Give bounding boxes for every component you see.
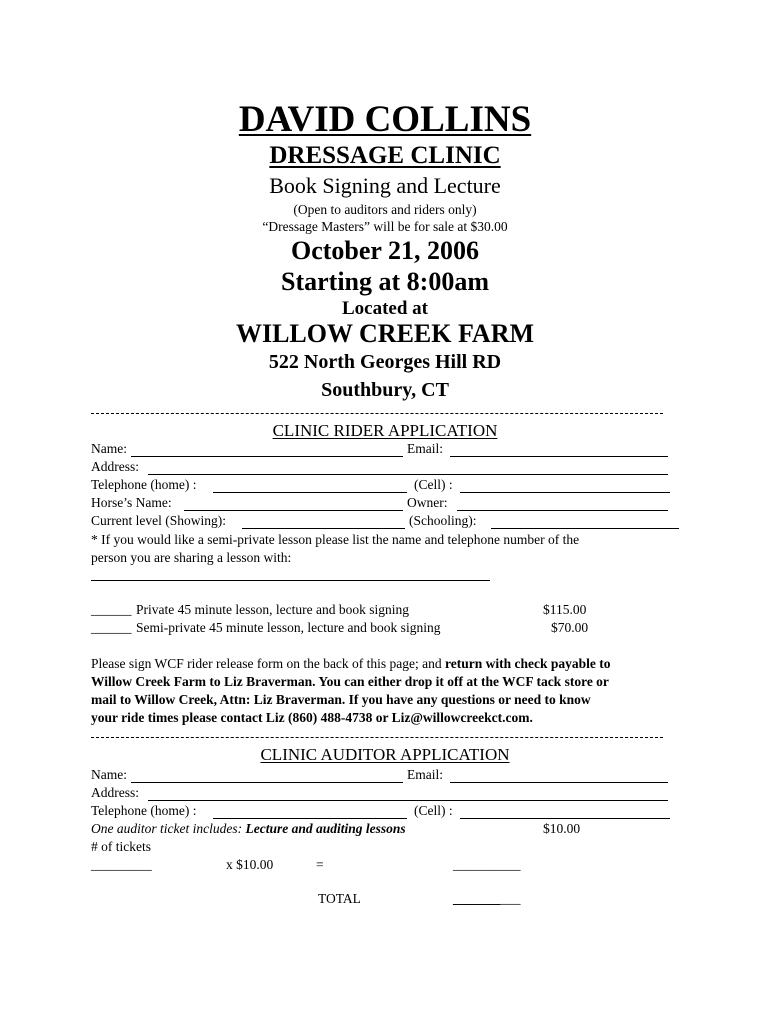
venue-address: 522 North Georges Hill RD xyxy=(268,351,502,373)
semi-private-note: * If you would like a semi-private lesson please list the name and telephone number of the xyxy=(91,532,580,547)
semi-private-note-cont: person you are sharing a lesson with: xyxy=(91,550,292,565)
schooling-label: (Schooling): xyxy=(409,513,477,528)
start-time: Starting at 8:00am xyxy=(281,267,489,296)
semi-private-lesson-label: Semi-private 45 minute lesson, lecture and book signing xyxy=(136,620,441,635)
venue-city: Southbury, CT xyxy=(321,379,449,401)
lesson-partner-field[interactable] xyxy=(91,580,490,581)
rider-address-field[interactable] xyxy=(148,474,668,475)
tickets-count-label: # of tickets xyxy=(91,839,151,854)
horse-name-label: Horse’s Name: xyxy=(91,495,172,510)
instructions-line-1 xyxy=(91,656,611,672)
total-blank[interactable] xyxy=(453,891,521,907)
auditor-name-field[interactable] xyxy=(131,782,403,783)
auditor-email-field[interactable] xyxy=(450,782,668,783)
rider-section-heading: CLINIC RIDER APPLICATION xyxy=(272,421,498,440)
located-at-label: Located at xyxy=(341,298,428,319)
equals-sign: = xyxy=(316,857,324,872)
auditor-cell-field[interactable] xyxy=(460,818,670,819)
semi-private-lesson-price: $70.00 xyxy=(551,620,589,635)
total-label: TOTAL xyxy=(318,891,361,906)
auditor-phone-field[interactable] xyxy=(213,818,407,819)
owner-label: Owner: xyxy=(407,495,448,510)
rider-email-label: Email: xyxy=(407,441,443,456)
current-level-label: Current level (Showing): xyxy=(91,513,226,528)
schooling-level-field[interactable] xyxy=(491,528,679,529)
ticket-price: $10.00 xyxy=(543,821,581,836)
venue-name: WILLOW CREEK FARM xyxy=(235,319,535,348)
divider xyxy=(91,737,663,738)
auditor-email-label: Email: xyxy=(407,767,443,782)
private-lesson-price: $115.00 xyxy=(543,602,587,617)
total-blank-tail: ___ xyxy=(500,891,521,906)
event-date: October 21, 2006 xyxy=(291,236,479,265)
divider xyxy=(91,413,663,414)
auditor-name-label: Name: xyxy=(91,767,127,782)
instructions-line-2: Willow Creek Farm to Liz Braverman. You can either drop it off at the WCF tack store or xyxy=(91,674,609,689)
ticket-subtotal-blank[interactable]: __________ xyxy=(453,857,521,872)
rider-address-label: Address: xyxy=(91,459,139,474)
rider-cell-field[interactable] xyxy=(460,492,670,493)
showing-level-field[interactable] xyxy=(242,528,405,529)
ticket-multiplier: x $10.00 xyxy=(226,857,274,872)
page-title: DAVID COLLINS xyxy=(238,99,532,140)
rider-phone-field[interactable] xyxy=(213,492,407,493)
rider-phone-label: Telephone (home) : xyxy=(91,477,197,492)
audience-note: (Open to auditors and riders only) xyxy=(293,202,477,217)
auditor-section-heading: CLINIC AUDITOR APPLICATION xyxy=(260,745,510,764)
rider-cell-label: (Cell) : xyxy=(414,477,453,492)
auditor-cell-label: (Cell) : xyxy=(414,803,453,818)
tickets-quantity-blank[interactable]: _________ xyxy=(91,857,152,872)
instructions-bold: return with check payable to xyxy=(445,656,611,671)
auditor-address-label: Address: xyxy=(91,785,139,800)
ticket-description xyxy=(91,821,406,837)
ticket-text: One auditor ticket includes: xyxy=(91,821,246,836)
horse-name-field[interactable] xyxy=(184,510,403,511)
auditor-address-field[interactable] xyxy=(148,800,668,801)
ticket-includes: Lecture and auditing lessons xyxy=(245,821,406,836)
semi-private-lesson-blank[interactable]: ______ xyxy=(91,620,132,635)
instructions-line-4: your ride times please contact Liz (860) 488-4738 or Liz@willowcreekct.com. xyxy=(91,710,533,725)
rider-name-field[interactable] xyxy=(131,456,403,457)
instructions-line-3: mail to Willow Creek, Attn: Liz Braverman. If you have any questions or need to know xyxy=(91,692,591,707)
owner-field[interactable] xyxy=(457,510,668,511)
rider-name-label: Name: xyxy=(91,441,127,456)
auditor-phone-label: Telephone (home) : xyxy=(91,803,197,818)
total-blank-bold: _______ xyxy=(453,891,501,906)
private-lesson-blank[interactable]: ______ xyxy=(91,602,132,617)
clinic-title: DRESSAGE CLINIC xyxy=(269,142,501,169)
private-lesson-label: Private 45 minute lesson, lecture and book signing xyxy=(136,602,409,617)
instructions-text: Please sign WCF rider release form on the back of this page; and xyxy=(91,656,446,671)
rider-email-field[interactable] xyxy=(450,456,668,457)
book-sale-note: “Dressage Masters” will be for sale at $30.00 xyxy=(262,219,508,234)
event-subtitle: Book Signing and Lecture xyxy=(269,173,501,198)
